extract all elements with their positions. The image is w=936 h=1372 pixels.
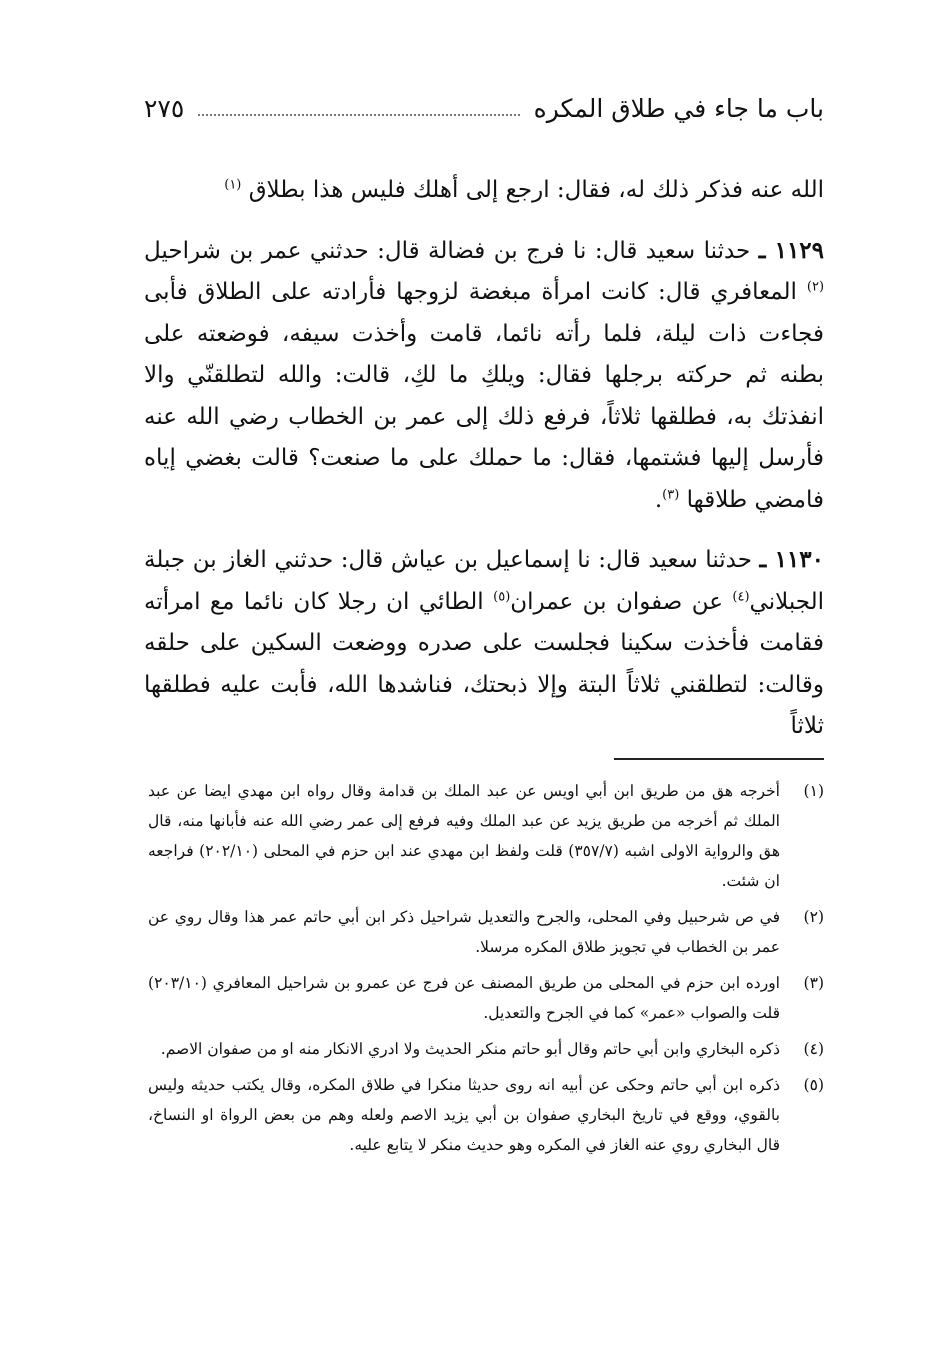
footnote-item — [148, 1034, 824, 1064]
footnote-item — [148, 1070, 824, 1160]
footnote-separator — [614, 758, 824, 760]
footnotes — [148, 776, 824, 1166]
footnote-item — [148, 902, 824, 962]
hadith-1129 — [144, 230, 824, 522]
footnote-text: في ص شرحبيل وفي المحلى، والجرح والتعديل شراحيل ذكر ابن أبي حاتم عمر هذا وقال روي عن عمر بن الخطاب في تجويز طلاق المكره مرسلا. — [148, 908, 780, 956]
chapter-title: باب ما جاء في طلاق المكره — [533, 93, 824, 123]
main-text — [144, 170, 824, 748]
header-leader-dots — [198, 114, 519, 116]
footnote-text: ذكره ابن أبي حاتم وحكى عن أبيه انه روى حديثا منكرا في طلاق المكره، وقال يكتب حديثه وليس بالقوي، ووقع في تاريخ البخاري صفوان بن أبي يزيد الاصم ولعله وهم من بعض الرواة او النساخ، قال البخاري روي عنه الغاز في المكره وهو حديث منكر لا يتابع عليه. — [148, 1076, 780, 1154]
footnote-ref-1: (١) — [224, 177, 242, 193]
hadith-text: حدثنا سعيد قال: نا فرج بن فضالة قال: حدثني عمر بن شراحيل — [144, 237, 751, 264]
page-header — [144, 88, 824, 128]
footnote-number: (٥) — [803, 1076, 824, 1094]
footnote-text: أخرجه هق من طريق ابن أبي اويس عن عبد الملك بن قدامة وقال رواه ابن مهدي ايضا عن عبد الملك ثم أخرجه من طريق يزيد عن عبد الملك وفيه فرفع إلى عمر رضي الله عنه فأبانها منه، قال هق والرواية الاولى اشبه (٣٥٧/٧) قلت ولفظ ابن مهدي عند ابن حزم في المحلى (٢٠٢/١٠) فراجعه ان شئت. — [148, 782, 780, 890]
footnote-text: ذكره البخاري وابن أبي حاتم وقال أبو حاتم منكر الحديث ولا ادري الانكار منه او من صفوان الاصم. — [160, 1040, 780, 1058]
hadith-end: . — [654, 486, 663, 513]
intro-text: الله عنه فذكر ذلك له، فقال: ارجع إلى أهلك فليس هذا بطلاق — [248, 177, 824, 203]
intro-paragraph — [144, 170, 824, 212]
footnote-ref-2: (٢) — [806, 279, 825, 295]
footnote-item — [148, 776, 824, 896]
hadith-text: الطائي ان رجلا كان نائما مع امرأته فقامت فأخذت سكينا فجلست على صدره ووضعت السكين على حلقه وقالت: لتطلقني ثلاثاً البتة وإلا ذبحتك، فناشدها الله، فأبت عليه فطلقها ثلاثاً — [144, 588, 824, 739]
hadith-number: ١١٣٠ ـ — [759, 546, 824, 573]
footnote-ref-5: (٥) — [493, 588, 511, 604]
footnote-item — [148, 968, 824, 1028]
footnote-number: (٢) — [803, 908, 824, 926]
footnote-text: اورده ابن حزم في المحلى من طريق المصنف عن فرج عن عمرو بن شراحيل المعافري (٢٠٣/١٠) قلت والصواب «عمر» كما في الجرح والتعديل. — [148, 974, 780, 1022]
hadith-text: عن صفوان بن عمران — [510, 588, 723, 615]
footnote-number: (٤) — [803, 1040, 824, 1058]
hadith-number: ١١٢٩ ـ — [758, 236, 825, 264]
footnote-number: (٣) — [803, 974, 824, 992]
footnote-ref-4: (٤) — [732, 588, 750, 604]
footnote-ref-3: (٣) — [662, 486, 680, 502]
hadith-1130 — [144, 539, 824, 748]
hadith-text: المعافري قال: كانت امرأة مبغضة لزوجها فأرادته على الطلاق فأبى فجاءت ذات ليلة، فلما رأته نائما، قامت وأخذت سيفه، فوضعته على بطنه ثم حركته برجلها فقال: ويلكِ ما لكِ، قالت: والله لتطلقنّي والا انفذتك به، فطلقها ثلاثاً، فرفع ذلك إلى عمر بن الخطاب رضي الله عنه فأرسل إليها فشتمها، فقال: ما حملك على ما صنعت؟ قالت بغضي إياه فامضي طلاقها — [144, 279, 824, 513]
footnote-number: (١) — [803, 782, 824, 800]
hadith-text: حدثنا سعيد قال: نا إسماعيل بن عياش قال: حدثني الغاز بن جبلة الجبلاني — [144, 547, 825, 615]
page-number: ٢٧٥ — [144, 93, 185, 123]
